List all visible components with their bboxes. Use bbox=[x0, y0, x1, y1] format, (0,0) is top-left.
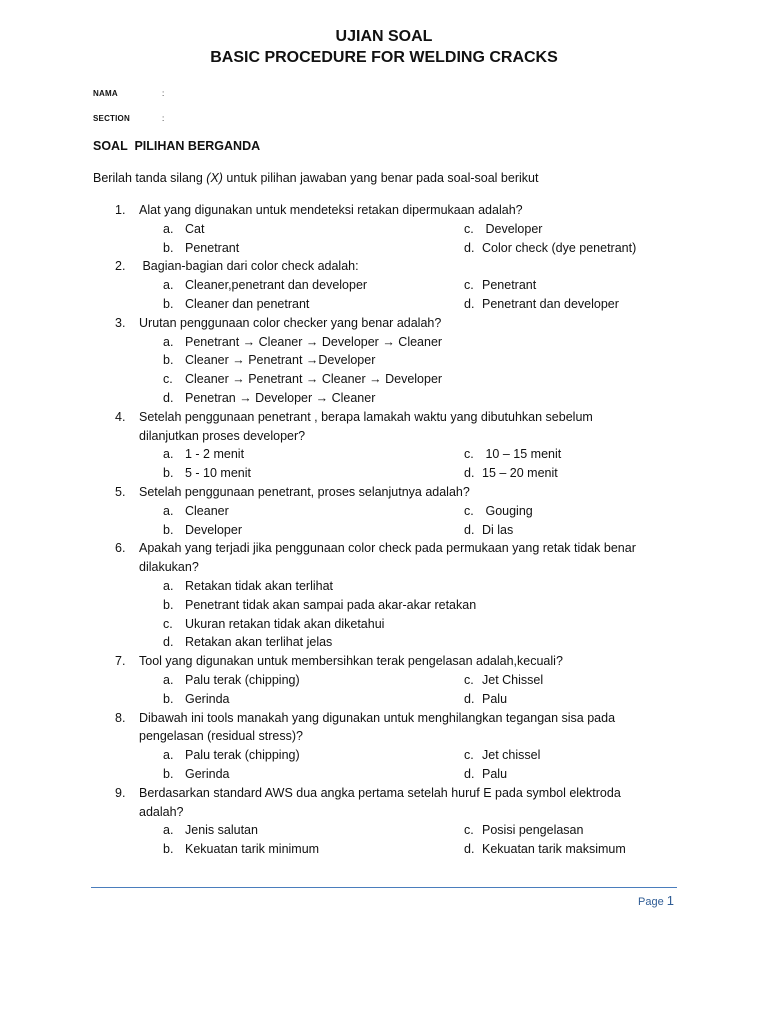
option-letter: a. bbox=[163, 334, 174, 349]
option-d bbox=[464, 521, 513, 540]
option-row bbox=[0, 615, 768, 634]
option-a bbox=[163, 821, 258, 840]
option-letter: d. bbox=[464, 466, 475, 481]
question-8 bbox=[0, 709, 768, 784]
option-row bbox=[0, 220, 768, 239]
option-row bbox=[0, 671, 768, 690]
option-row bbox=[0, 746, 768, 765]
option-d bbox=[163, 389, 375, 408]
name-field-label: NAMA bbox=[93, 89, 118, 98]
option-text: Ukuran retakan tidak akan diketahui bbox=[185, 616, 385, 631]
option-row bbox=[0, 633, 768, 652]
option-text: Cleaner dan penetrant bbox=[185, 296, 310, 311]
question-3 bbox=[0, 314, 768, 408]
option-text: Gouging bbox=[482, 503, 533, 518]
option-a bbox=[163, 671, 300, 690]
option-row bbox=[0, 502, 768, 521]
option-row bbox=[0, 765, 768, 784]
question-text: Bagian-bagian dari color check adalah: bbox=[139, 259, 359, 274]
option-text: Penetrant bbox=[482, 278, 537, 293]
option-letter: b. bbox=[163, 466, 174, 481]
option-text: 15 – 20 menit bbox=[482, 466, 558, 481]
question-text: Alat yang digunakan untuk mendeteksi retakan dipermukaan adalah? bbox=[139, 203, 523, 217]
option-letter: d. bbox=[464, 766, 475, 781]
option-row bbox=[0, 295, 768, 314]
footer-divider bbox=[91, 887, 677, 888]
option-b bbox=[163, 521, 242, 540]
option-a bbox=[163, 333, 442, 352]
option-text: Color check (dye penetrant) bbox=[482, 240, 637, 255]
option-b bbox=[163, 690, 229, 709]
option-text: 1 - 2 menit bbox=[185, 447, 245, 462]
title-block bbox=[0, 26, 768, 68]
option-letter: b. bbox=[163, 691, 174, 706]
option-letter: a. bbox=[163, 221, 174, 236]
option-letter: d. bbox=[163, 635, 174, 650]
option-c bbox=[163, 370, 442, 389]
option-letter: b. bbox=[163, 766, 174, 781]
option-c bbox=[464, 671, 543, 690]
option-row bbox=[0, 445, 768, 464]
option-d bbox=[464, 765, 507, 784]
option-text: Penetrant → Cleaner → Developer → Cleaner bbox=[185, 334, 443, 349]
option-row bbox=[0, 577, 768, 596]
page-number: 1 bbox=[666, 893, 674, 908]
question-6 bbox=[0, 539, 768, 652]
question-number: 1. bbox=[115, 203, 126, 217]
option-letter: a. bbox=[163, 278, 174, 293]
option-row bbox=[0, 351, 768, 370]
option-letter: c. bbox=[464, 503, 474, 518]
option-text: Palu terak (chipping) bbox=[185, 748, 300, 763]
question-2 bbox=[0, 257, 768, 313]
option-c bbox=[464, 502, 533, 521]
question-text: Urutan penggunaan color checker yang benar adalah? bbox=[139, 315, 442, 330]
document-title: UJIAN SOAL bbox=[335, 28, 433, 45]
question-text: Setelah penggunaan penetrant , berapa lamakah waktu yang dibutuhkan sebelum dilanjutkan proses developer? bbox=[139, 409, 593, 443]
option-text: Cleaner → Penetrant → Cleaner → Developer bbox=[185, 372, 443, 387]
option-text: Retakan tidak akan terlihat bbox=[185, 578, 334, 593]
option-text: Cleaner → Penetrant →Developer bbox=[185, 353, 376, 368]
option-c bbox=[464, 276, 536, 295]
option-text: Penetrant bbox=[185, 240, 240, 255]
option-letter: a. bbox=[163, 823, 174, 838]
question-number: 9. bbox=[115, 785, 126, 800]
option-b bbox=[163, 765, 229, 784]
option-letter: c. bbox=[464, 278, 474, 293]
option-text: Penetran → Developer → Cleaner bbox=[185, 390, 376, 405]
option-d bbox=[464, 840, 626, 859]
option-d bbox=[163, 633, 332, 652]
question-text: Dibawah ini tools manakah yang digunakan untuk menghilangkan tegangan sisa pada pengelasan (residual stress)? bbox=[139, 710, 616, 744]
option-letter: b. bbox=[163, 353, 174, 368]
option-text: Palu bbox=[482, 766, 508, 781]
option-letter: c. bbox=[464, 823, 474, 838]
option-text: Gerinda bbox=[185, 766, 230, 781]
option-text: Palu terak (chipping) bbox=[185, 672, 300, 687]
option-a bbox=[163, 276, 367, 295]
option-text: Jet chissel bbox=[482, 748, 541, 763]
question-number: 7. bbox=[115, 654, 126, 669]
name-field-colon: : bbox=[162, 89, 165, 98]
option-row bbox=[0, 521, 768, 540]
option-text: Posisi pengelasan bbox=[482, 823, 584, 838]
option-letter: a. bbox=[163, 578, 174, 593]
page-label: Page bbox=[638, 896, 664, 908]
question-7 bbox=[0, 652, 768, 708]
option-row bbox=[0, 389, 768, 408]
option-d bbox=[464, 464, 558, 483]
question-number: 6. bbox=[115, 541, 126, 556]
question-9 bbox=[0, 784, 768, 859]
option-row bbox=[0, 333, 768, 352]
option-letter: c. bbox=[464, 672, 474, 687]
option-text: Jet Chissel bbox=[482, 672, 544, 687]
option-text: Kekuatan tarik maksimum bbox=[482, 842, 626, 857]
option-letter: b. bbox=[163, 240, 174, 255]
option-text: Retakan akan terlihat jelas bbox=[185, 635, 333, 650]
option-c bbox=[163, 615, 384, 634]
option-c bbox=[464, 746, 540, 765]
option-text: 10 – 15 menit bbox=[482, 447, 562, 462]
section-field-colon: : bbox=[162, 114, 165, 123]
option-text: Cat bbox=[185, 221, 205, 236]
option-letter: c. bbox=[464, 447, 474, 462]
option-a bbox=[163, 220, 204, 239]
option-letter: b. bbox=[163, 296, 174, 311]
option-b bbox=[163, 596, 476, 615]
option-letter: b. bbox=[163, 842, 174, 857]
option-row bbox=[0, 464, 768, 483]
question-4 bbox=[0, 408, 768, 483]
option-b bbox=[163, 464, 251, 483]
option-b bbox=[163, 840, 319, 859]
option-row bbox=[0, 840, 768, 859]
section-heading: SOAL PILIHAN BERGANDA bbox=[93, 139, 261, 153]
option-letter: d. bbox=[163, 390, 174, 405]
section-field bbox=[93, 114, 165, 123]
option-text: Cleaner bbox=[185, 503, 229, 518]
question-1 bbox=[0, 201, 768, 257]
question-number: 8. bbox=[115, 710, 126, 725]
name-field bbox=[93, 89, 165, 98]
option-letter: c. bbox=[464, 748, 474, 763]
option-text: Developer bbox=[482, 221, 543, 236]
instruction-after: untuk pilihan jawaban yang benar pada soal-soal berikut bbox=[222, 171, 539, 185]
option-letter: a. bbox=[163, 672, 174, 687]
option-text: Jenis salutan bbox=[185, 823, 258, 838]
question-text: Berdasarkan standard AWS dua angka pertama setelah huruf E pada symbol elektroda adalah? bbox=[139, 785, 621, 819]
option-b bbox=[163, 295, 309, 314]
option-text: 5 - 10 menit bbox=[185, 466, 252, 481]
question-text: Apakah yang terjadi jika penggunaan color check pada permukaan yang retak tidak benar dilakukan? bbox=[139, 541, 636, 575]
option-letter: a. bbox=[163, 503, 174, 518]
option-row bbox=[0, 821, 768, 840]
instruction-text bbox=[93, 171, 538, 185]
question-number: 5. bbox=[115, 484, 126, 499]
document-subtitle: BASIC PROCEDURE FOR WELDING CRACKS bbox=[210, 49, 558, 66]
question-list bbox=[0, 201, 768, 859]
option-letter: d. bbox=[464, 522, 475, 537]
option-letter: c. bbox=[163, 372, 173, 387]
section-field-label: SECTION bbox=[93, 114, 130, 123]
instruction-mark: (X) bbox=[206, 171, 223, 185]
option-row bbox=[0, 596, 768, 615]
option-c bbox=[464, 220, 542, 239]
option-letter: d. bbox=[464, 296, 475, 311]
option-text: Di las bbox=[482, 522, 514, 537]
option-text: Developer bbox=[185, 522, 242, 537]
option-text: Penetrant tidak akan sampai pada akar-akar retakan bbox=[185, 597, 477, 612]
question-5 bbox=[0, 483, 768, 539]
option-letter: d. bbox=[464, 240, 475, 255]
option-row bbox=[0, 239, 768, 258]
question-number: 3. bbox=[115, 315, 126, 330]
option-row bbox=[0, 276, 768, 295]
instruction-before: Berilah tanda silang bbox=[93, 171, 207, 185]
option-d bbox=[464, 239, 636, 258]
option-a bbox=[163, 577, 333, 596]
option-d bbox=[464, 295, 619, 314]
option-text: Kekuatan tarik minimum bbox=[185, 842, 320, 857]
option-letter: c. bbox=[464, 221, 474, 236]
option-d bbox=[464, 690, 507, 709]
option-letter: d. bbox=[464, 842, 475, 857]
option-c bbox=[464, 445, 561, 464]
option-letter: b. bbox=[163, 597, 174, 612]
question-number: 4. bbox=[115, 409, 126, 424]
option-letter: b. bbox=[163, 522, 174, 537]
option-b bbox=[163, 351, 375, 370]
option-text: Gerinda bbox=[185, 691, 230, 706]
option-a bbox=[163, 746, 300, 765]
page-footer bbox=[638, 893, 674, 908]
option-letter: a. bbox=[163, 447, 174, 462]
question-text: Setelah penggunaan penetrant, proses selanjutnya adalah? bbox=[139, 484, 470, 499]
question-text: Tool yang digunakan untuk membersihkan terak pengelasan adalah,kecuali? bbox=[139, 654, 563, 669]
option-letter: c. bbox=[163, 616, 173, 631]
option-letter: d. bbox=[464, 691, 475, 706]
option-text: Palu bbox=[482, 691, 508, 706]
option-a bbox=[163, 445, 244, 464]
option-a bbox=[163, 502, 229, 521]
option-c bbox=[464, 821, 583, 840]
option-row bbox=[0, 690, 768, 709]
option-text: Cleaner,penetrant dan developer bbox=[185, 278, 368, 293]
question-number: 2. bbox=[115, 259, 126, 274]
option-letter: a. bbox=[163, 748, 174, 763]
option-b bbox=[163, 239, 239, 258]
option-row bbox=[0, 370, 768, 389]
option-text: Penetrant dan developer bbox=[482, 296, 619, 311]
